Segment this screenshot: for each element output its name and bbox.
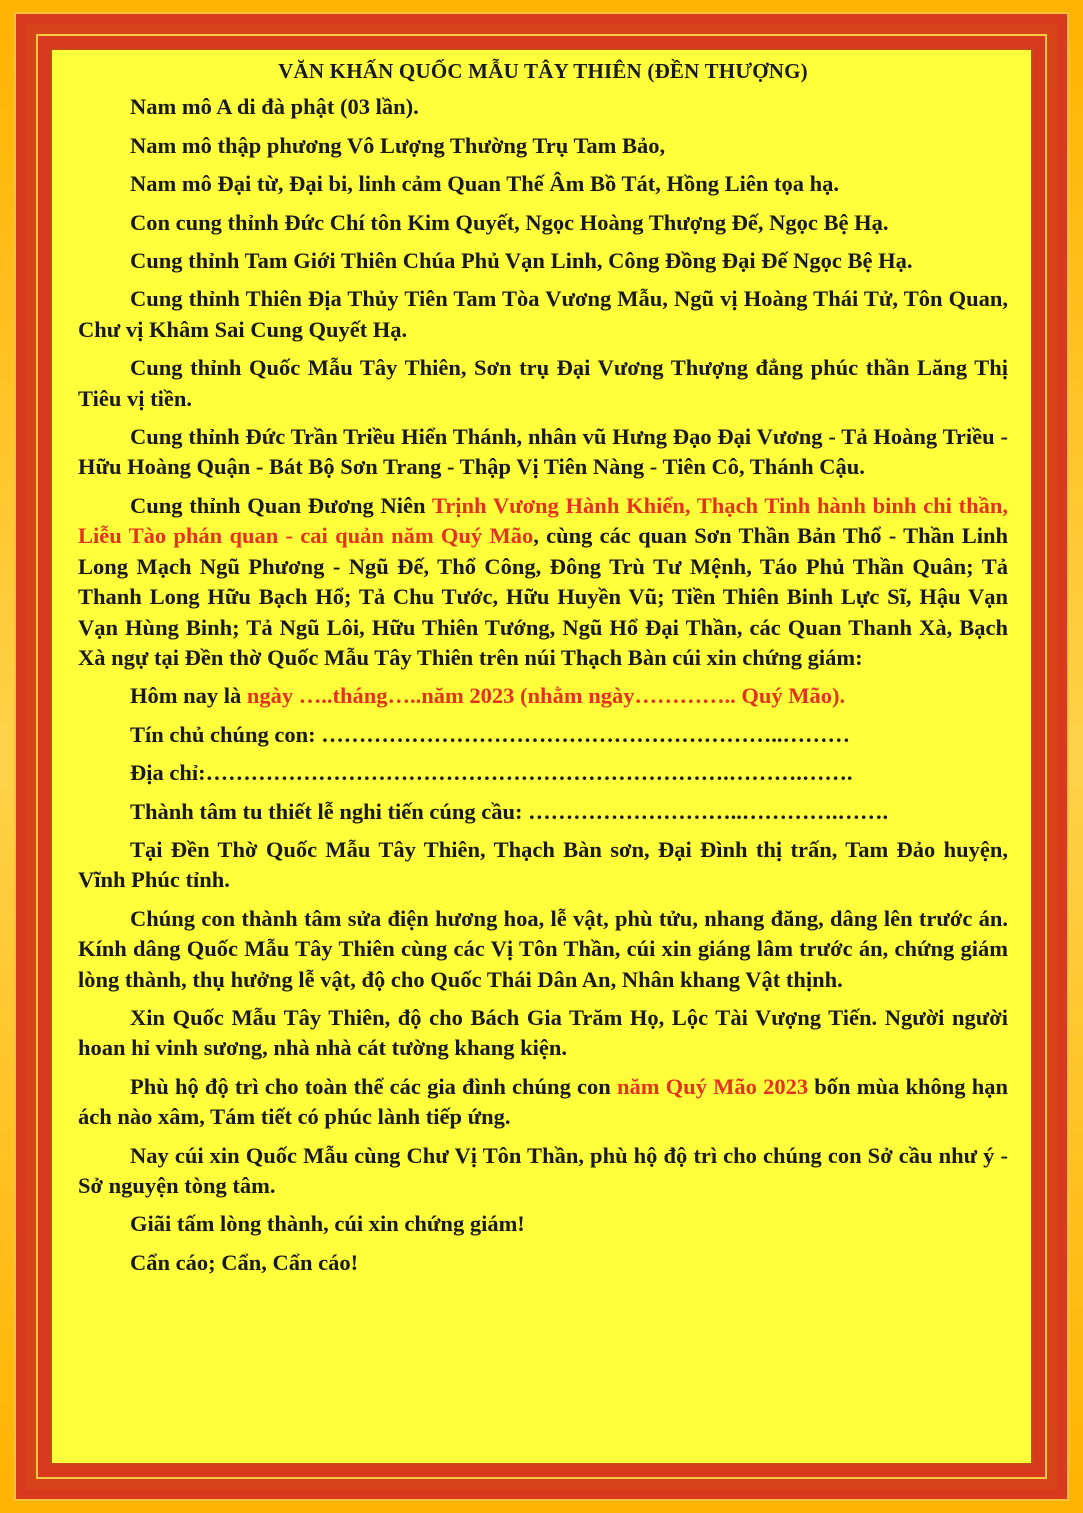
paragraph: Chúng con thành tâm sửa điện hương hoa, lễ vật, phù tửu, nhang đăng, dâng lên trước án. Kính dâng Quốc Mẫu Tây Thiên cùng các Vị Tôn Thần, cúi xin giáng lâm trước án, chứng giám lòng thành, thụ hưởng lễ vật, độ cho Quốc Thái Dân An, Nhân khang Vật thịnh. [78, 905, 1008, 992]
paragraph: Tín chủ chúng con: ……………………………………………………..……… [130, 721, 851, 747]
paragraph: Nam mô A di đà phật (03 lần). [130, 94, 419, 120]
paragraph: Cung thỉnh Quan Đương Niên Trịnh Vương Hành Khiển, Thạch Tinh hành binh chi thần, Liễu Tào phán quan - cai quản năm Quý Mão, cùng các quan Sơn Thần Bản Thổ - Thần Linh Long Mạch Ngũ Phương - Ngũ Đế, Thổ Công, Đông Trù Tư Mệnh, Táo Phủ Thần Quân; Tả Thanh Long Hữu Bạch Hổ; Tả Chu Tước, Hữu Huyền Vũ; Tiền Thiên Binh Lực Sĩ, Hậu Vạn Vạn Hùng Binh; Tả Ngũ Lôi, Hữu Thiên Tướng, Ngũ Hổ Đại Thần, các Quan Thanh Xà, Bạch Xà ngự tại Đền thờ Quốc Mẫu Tây Thiên trên núi Thạch Bàn cúi xin chứng giám: [78, 492, 1009, 670]
document-title: VĂN KHẤN QUỐC MẪU TÂY THIÊN (ĐỀN THƯỢNG) [278, 59, 808, 83]
highlighted-date: ngày …..tháng…..năm 2023 (nhằm ngày………….. Quý Mão). [246, 683, 846, 709]
paragraph: Xin Quốc Mẫu Tây Thiên, độ cho Bách Gia Trăm Họ, Lộc Tài Vượng Tiến. Người người hoan hỉ vinh sương, nhà nhà cát tường khang kiện. [78, 1004, 1008, 1061]
paragraph: Hôm nay là ngày …..tháng…..năm 2023 (nhằm ngày………….. Quý Mão). [130, 683, 846, 709]
paragraph: Con cung thỉnh Đức Chí tôn Kim Quyết, Ngọc Hoàng Thượng Đế, Ngọc Bệ Hạ. [130, 209, 889, 235]
paragraph: Thành tâm tu thiết lễ nghi tiến cúng cầu: ………………………..………….……. [130, 798, 889, 824]
paragraph: Cẩn cáo; Cẩn, Cẩn cáo! [130, 1249, 359, 1275]
paragraph: Cung thỉnh Đức Trần Triều Hiển Thánh, nhân vũ Hưng Đạo Đại Vương - Tả Hoàng Triều - Hữu Hoàng Quận - Bát Bộ Sơn Trang - Thập Vị Tiên Nàng - Tiên Cô, Thánh Cậu. [78, 424, 1008, 480]
paragraph: Cung thỉnh Thiên Địa Thủy Tiên Tam Tòa Vương Mẫu, Ngũ vị Hoàng Thái Tử, Tôn Quan, Chư vị Khâm Sai Cung Quyết Hạ. [78, 286, 1008, 342]
highlighted-year: năm Quý Mão 2023 [616, 1073, 809, 1099]
paragraph: Tại Đền Thờ Quốc Mẫu Tây Thiên, Thạch Bàn sơn, Đại Đình thị trấn, Tam Đảo huyện, Vĩnh Phúc tỉnh. [78, 836, 1008, 893]
highlighted-text: Trịnh Vương Hành Khiển, Thạch Tinh hành binh chi thần, Liễu Tào phán quan - cai quản năm Quý Mão [78, 492, 1009, 549]
paragraph: Nam mô Đại từ, Đại bi, linh cảm Quan Thế Âm Bồ Tát, Hồng Liên tọa hạ. [130, 171, 840, 197]
paragraph: Nay cúi xin Quốc Mẫu cùng Chư Vị Tôn Thần, phù hộ độ trì cho chúng con Sở cầu như ý - Sở nguyện tòng tâm. [78, 1142, 1008, 1198]
paragraph: Phù hộ độ trì cho toàn thể các gia đình chúng con năm Quý Mão 2023 bốn mùa không hạn ách nào xâm, Tám tiết có phúc lành tiếp ứng. [78, 1073, 1008, 1130]
prayer-text [78, 54, 1008, 1286]
paragraph: Nam mô thập phương Vô Lượng Thường Trụ Tam Bảo, [130, 132, 666, 158]
paragraph: Cung thỉnh Quốc Mẫu Tây Thiên, Sơn trụ Đại Vương Thượng đẳng phúc thần Lăng Thị Tiêu vị tiền. [78, 355, 1008, 411]
paragraph: Cung thỉnh Tam Giới Thiên Chúa Phủ Vạn Linh, Công Đồng Đại Đế Ngọc Bệ Hạ. [130, 248, 913, 274]
paragraph: Địa chỉ:…………………………………………………………….……….……. [130, 760, 853, 786]
paragraph: Giãi tấm lòng thành, cúi xin chứng giám! [130, 1211, 525, 1237]
